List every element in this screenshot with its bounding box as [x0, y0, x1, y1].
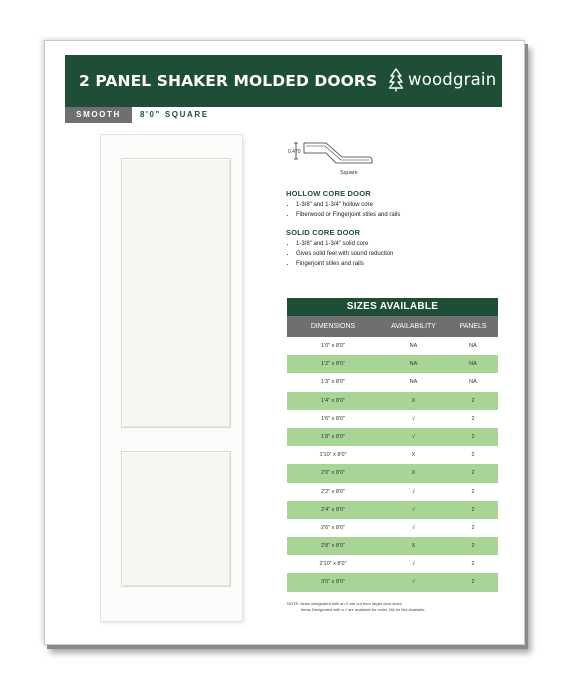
door-bottom-panel [122, 452, 230, 586]
cell-panels: 2 [471, 579, 475, 586]
cell-panels: NA [469, 343, 477, 349]
cell-dimension: 2'8" x 8'0" [320, 543, 346, 550]
cell-availability: X [411, 543, 416, 550]
cell-dimension: 2'2" x 8'0" [320, 488, 346, 495]
table-row [287, 355, 498, 373]
table-row [287, 446, 498, 464]
cell-dimension: 1'2" x 8'0" [320, 361, 346, 368]
brand-logo [388, 67, 497, 95]
cell-dimension: 1'3" x 8'0" [320, 379, 346, 386]
solid-core-heading: SOLID CORE DOOR [286, 228, 361, 237]
footnote [287, 601, 507, 612]
cell-panels: 2 [471, 506, 475, 513]
profile-diagram [286, 137, 386, 177]
cell-dimension: 1'4" x 8'0" [320, 397, 346, 404]
cell-dimension: 2'0" x 8'0" [320, 470, 346, 477]
table-row [287, 519, 498, 537]
list-item: • Gives solid feel with sound reduction [296, 249, 506, 259]
sizes-table [287, 298, 498, 592]
cell-availability: √ [411, 433, 416, 440]
cell-availability: √ [411, 506, 416, 513]
cell-panels: 2 [471, 524, 475, 531]
cell-panels: 2 [471, 452, 475, 459]
cell-panels: 2 [471, 543, 475, 550]
brand-name: woodgrain [408, 70, 497, 89]
table-row [287, 501, 498, 519]
cell-availability: X [411, 397, 416, 404]
table-row [287, 573, 498, 591]
table-row [287, 337, 498, 355]
header-panels: PANELS [459, 323, 487, 330]
cell-dimension: 2'6" x 8'0" [320, 524, 346, 531]
cell-panels: 2 [471, 488, 475, 495]
cell-dimension: 1'10" x 8'0" [319, 452, 347, 459]
list-item: • Fingerjoint stiles and rails [296, 259, 506, 269]
header-availability: AVAILABILITY [391, 323, 436, 330]
cell-dimension: 1'6" x 8'0" [320, 415, 346, 422]
cell-dimension: 1'8" x 8'0" [320, 433, 346, 440]
table-header [287, 316, 498, 337]
subheader [65, 107, 502, 123]
cell-dimension: 1'0" x 8'0" [320, 343, 346, 349]
table-row [287, 537, 498, 555]
list-item: • 1-3/8" and 1-3/4" solid core [296, 239, 506, 249]
header-dimensions: DIMENSIONS [310, 323, 356, 330]
product-sheet [44, 40, 525, 645]
cell-dimension: 2'10" x 8'0" [319, 561, 347, 568]
solid-core-list [286, 239, 506, 269]
table-row [287, 483, 498, 501]
profile-dimension: 0.470 [288, 149, 301, 155]
cell-availability: √ [411, 488, 416, 495]
list-item: • 1-3/8" and 1-3/4" hollow core [296, 200, 506, 210]
hollow-core-list [286, 200, 506, 220]
table-row [287, 464, 498, 482]
cell-panels: NA [469, 361, 477, 368]
list-item: • Fiberwood or Fingerjoint stiles and rails [296, 210, 506, 220]
cell-availability: X [411, 452, 416, 459]
header-banner [65, 55, 502, 107]
table-row [287, 392, 498, 410]
page-title: 2 PANEL SHAKER MOLDED DOORS [79, 72, 378, 90]
cell-availability: √ [411, 524, 416, 531]
cell-availability: NA [409, 379, 418, 386]
size-label: 8'0" SQUARE [140, 110, 209, 119]
cell-availability: √ [411, 415, 416, 422]
footnote-line-1: NOTE: Items designated with an X are cut from larger door sizes. [287, 601, 403, 606]
table-row [287, 410, 498, 428]
profile-label: Square [340, 170, 358, 176]
cell-dimension: 2'4" x 8'0" [320, 506, 346, 513]
cell-availability: √ [411, 561, 416, 568]
cell-availability: NA [409, 343, 418, 349]
cell-panels: 2 [471, 561, 475, 568]
cell-panels: NA [469, 379, 477, 386]
profile-drawing [286, 137, 386, 171]
cell-availability: √ [411, 579, 416, 586]
sizes-title: SIZES AVAILABLE [287, 298, 498, 316]
cell-panels: 2 [471, 397, 475, 404]
table-row [287, 373, 498, 391]
cell-availability: X [411, 470, 416, 477]
door-top-panel [122, 159, 230, 427]
table-row [287, 428, 498, 446]
tree-icon [388, 68, 404, 92]
door-image [101, 135, 242, 621]
table-row [287, 555, 498, 573]
footnote-line-2: Items Designated with a √ are available for order. NA for Not Available. [301, 606, 426, 612]
finish-badge: SMOOTH [65, 107, 132, 123]
cell-availability: NA [409, 361, 418, 368]
cell-panels: 2 [471, 470, 475, 477]
cell-panels: 2 [471, 415, 475, 422]
cell-panels: 2 [471, 433, 475, 440]
cell-dimension: 3'0" x 8'0" [320, 579, 346, 586]
specifications [286, 189, 506, 277]
hollow-core-heading: HOLLOW CORE DOOR [286, 189, 371, 198]
